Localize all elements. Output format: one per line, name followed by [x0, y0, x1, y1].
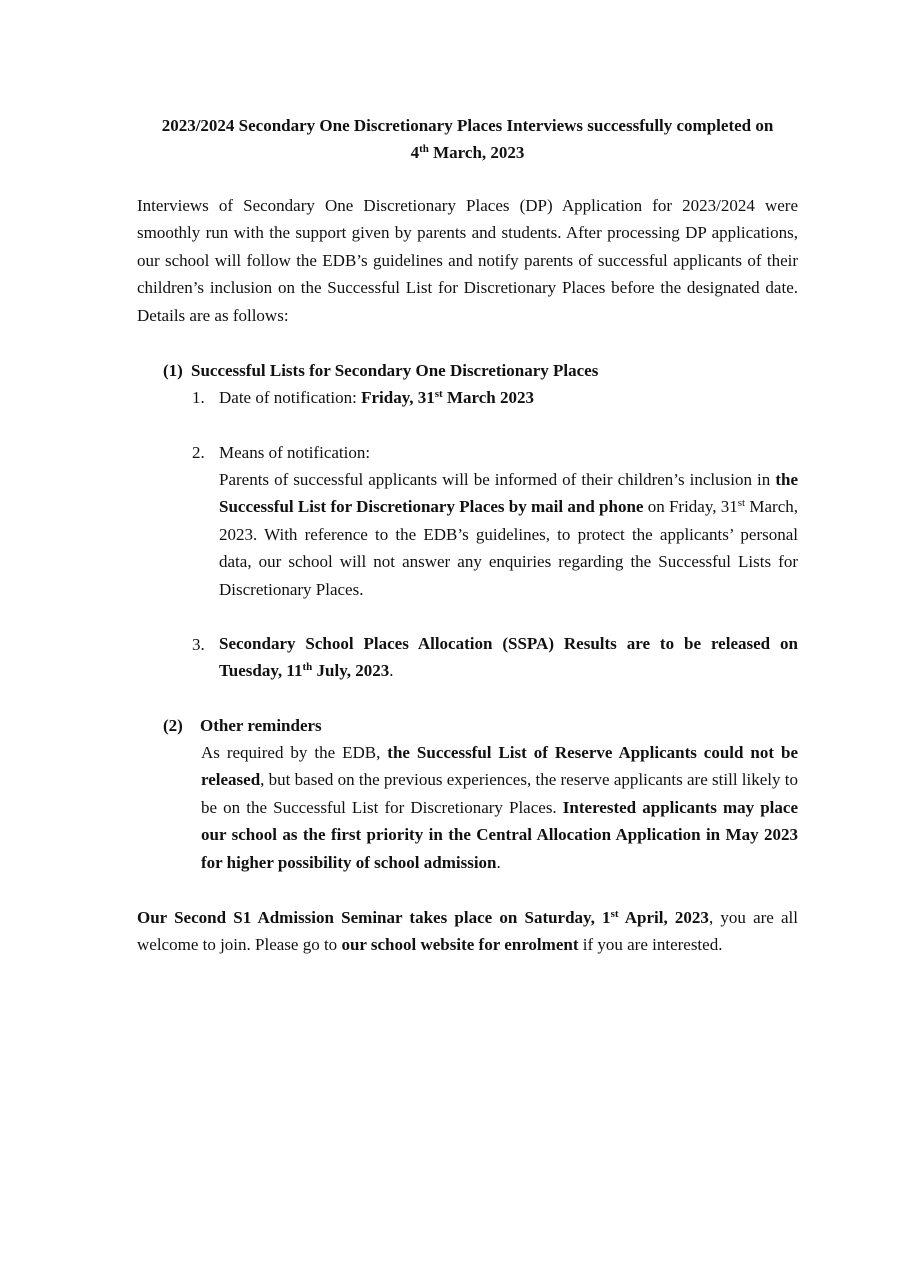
item1-number: 1.	[192, 388, 205, 407]
section2-number: (2)	[163, 716, 183, 735]
item2-date-suffix: st	[737, 497, 746, 510]
section1-heading	[163, 357, 598, 384]
item3-period: .	[389, 661, 394, 681]
reminders-bold-2: Interested applicants may place our school as the first priority in the Central Allocation Application in May 2023 for higher possibility of school admission	[201, 797, 798, 872]
reminders-paragraph	[201, 739, 798, 876]
seminar-date	[137, 908, 709, 927]
item2-paragraph	[219, 466, 798, 603]
item2-text-b: on Friday, 31	[643, 497, 738, 517]
reminders-text-a: As required by the EDB,	[201, 743, 388, 762]
item3-paragraph	[219, 630, 798, 685]
section2-title: Other reminders	[200, 716, 322, 735]
intro-paragraph: Interviews of Secondary One Discretionary Places (DP) Application for 2023/2024 were smoothly run with the support given by parents and students. After processing DP applications, our school will follow the EDB’s guidelines and notify parents of successful applicants of their children’s inclusion on the Successful List for Discretionary Places before the designated date. Details are as follows:	[137, 196, 798, 325]
item3-date-suffix: th	[302, 661, 313, 674]
seminar-bold-a: Our Second S1 Admission Seminar takes place on Saturday, 1	[137, 908, 611, 927]
item3-text-a: Secondary School Places Allocation (SSPA) Results are to be released on Tuesday, 11	[219, 634, 798, 681]
item2-text-a: Parents of successful applicants will be informed of their children’s inclusion in	[219, 470, 776, 489]
section1-title: Successful Lists for Secondary One Discretionary Places	[191, 361, 599, 380]
item3-text-b: July, 2023	[312, 661, 390, 681]
item3-number: 3.	[192, 635, 205, 654]
item2-number: 2.	[192, 443, 205, 462]
item1-date-b: March 2023	[442, 388, 535, 407]
item1-date-line	[219, 384, 534, 411]
item2-text-c: March, 2023. With reference to the EDB’s guidelines, to protect the applicants’ personal data, our school will not answer any enquiries regarding the Successful Lists for Discretionary Places.	[219, 497, 798, 599]
reminders-bold-1: the Successful List of Reserve Applicants could not be released	[201, 743, 798, 790]
item1-date	[361, 388, 534, 407]
reminders-period: .	[496, 852, 501, 872]
section1-number: (1)	[163, 361, 183, 380]
item1-date-a: Friday, 31	[361, 388, 435, 407]
item2-text-bold: the Successful List for Discretionary Places by mail and phone	[219, 470, 798, 517]
seminar-text-a: , you are all welcome to join. Please go to	[137, 908, 798, 955]
section2-heading	[163, 712, 322, 739]
title-day-suffix: th	[419, 143, 429, 155]
reminders-text-b: , but based on the previous experiences, the reserve applicants are still likely to be on the Successful List for Discretionary Places.	[201, 770, 798, 817]
seminar-website-text: our school website for enrolment	[341, 935, 579, 955]
item2-label: Means of notification:	[219, 443, 371, 462]
page-title	[137, 112, 798, 166]
seminar-paragraph	[137, 904, 798, 959]
title-date-rest: March, 2023	[428, 143, 525, 162]
seminar-text-b: if you are interested.	[578, 935, 723, 955]
title-day: 4	[410, 143, 420, 162]
title-line1: 2023/2024 Secondary One Discretionary Places Interviews successfully completed on	[161, 116, 774, 135]
item1-label: Date of notification:	[219, 388, 362, 407]
seminar-date-suffix: st	[610, 908, 619, 920]
seminar-bold-b: April, 2023	[618, 908, 709, 927]
item1-date-suffix: st	[434, 388, 443, 400]
